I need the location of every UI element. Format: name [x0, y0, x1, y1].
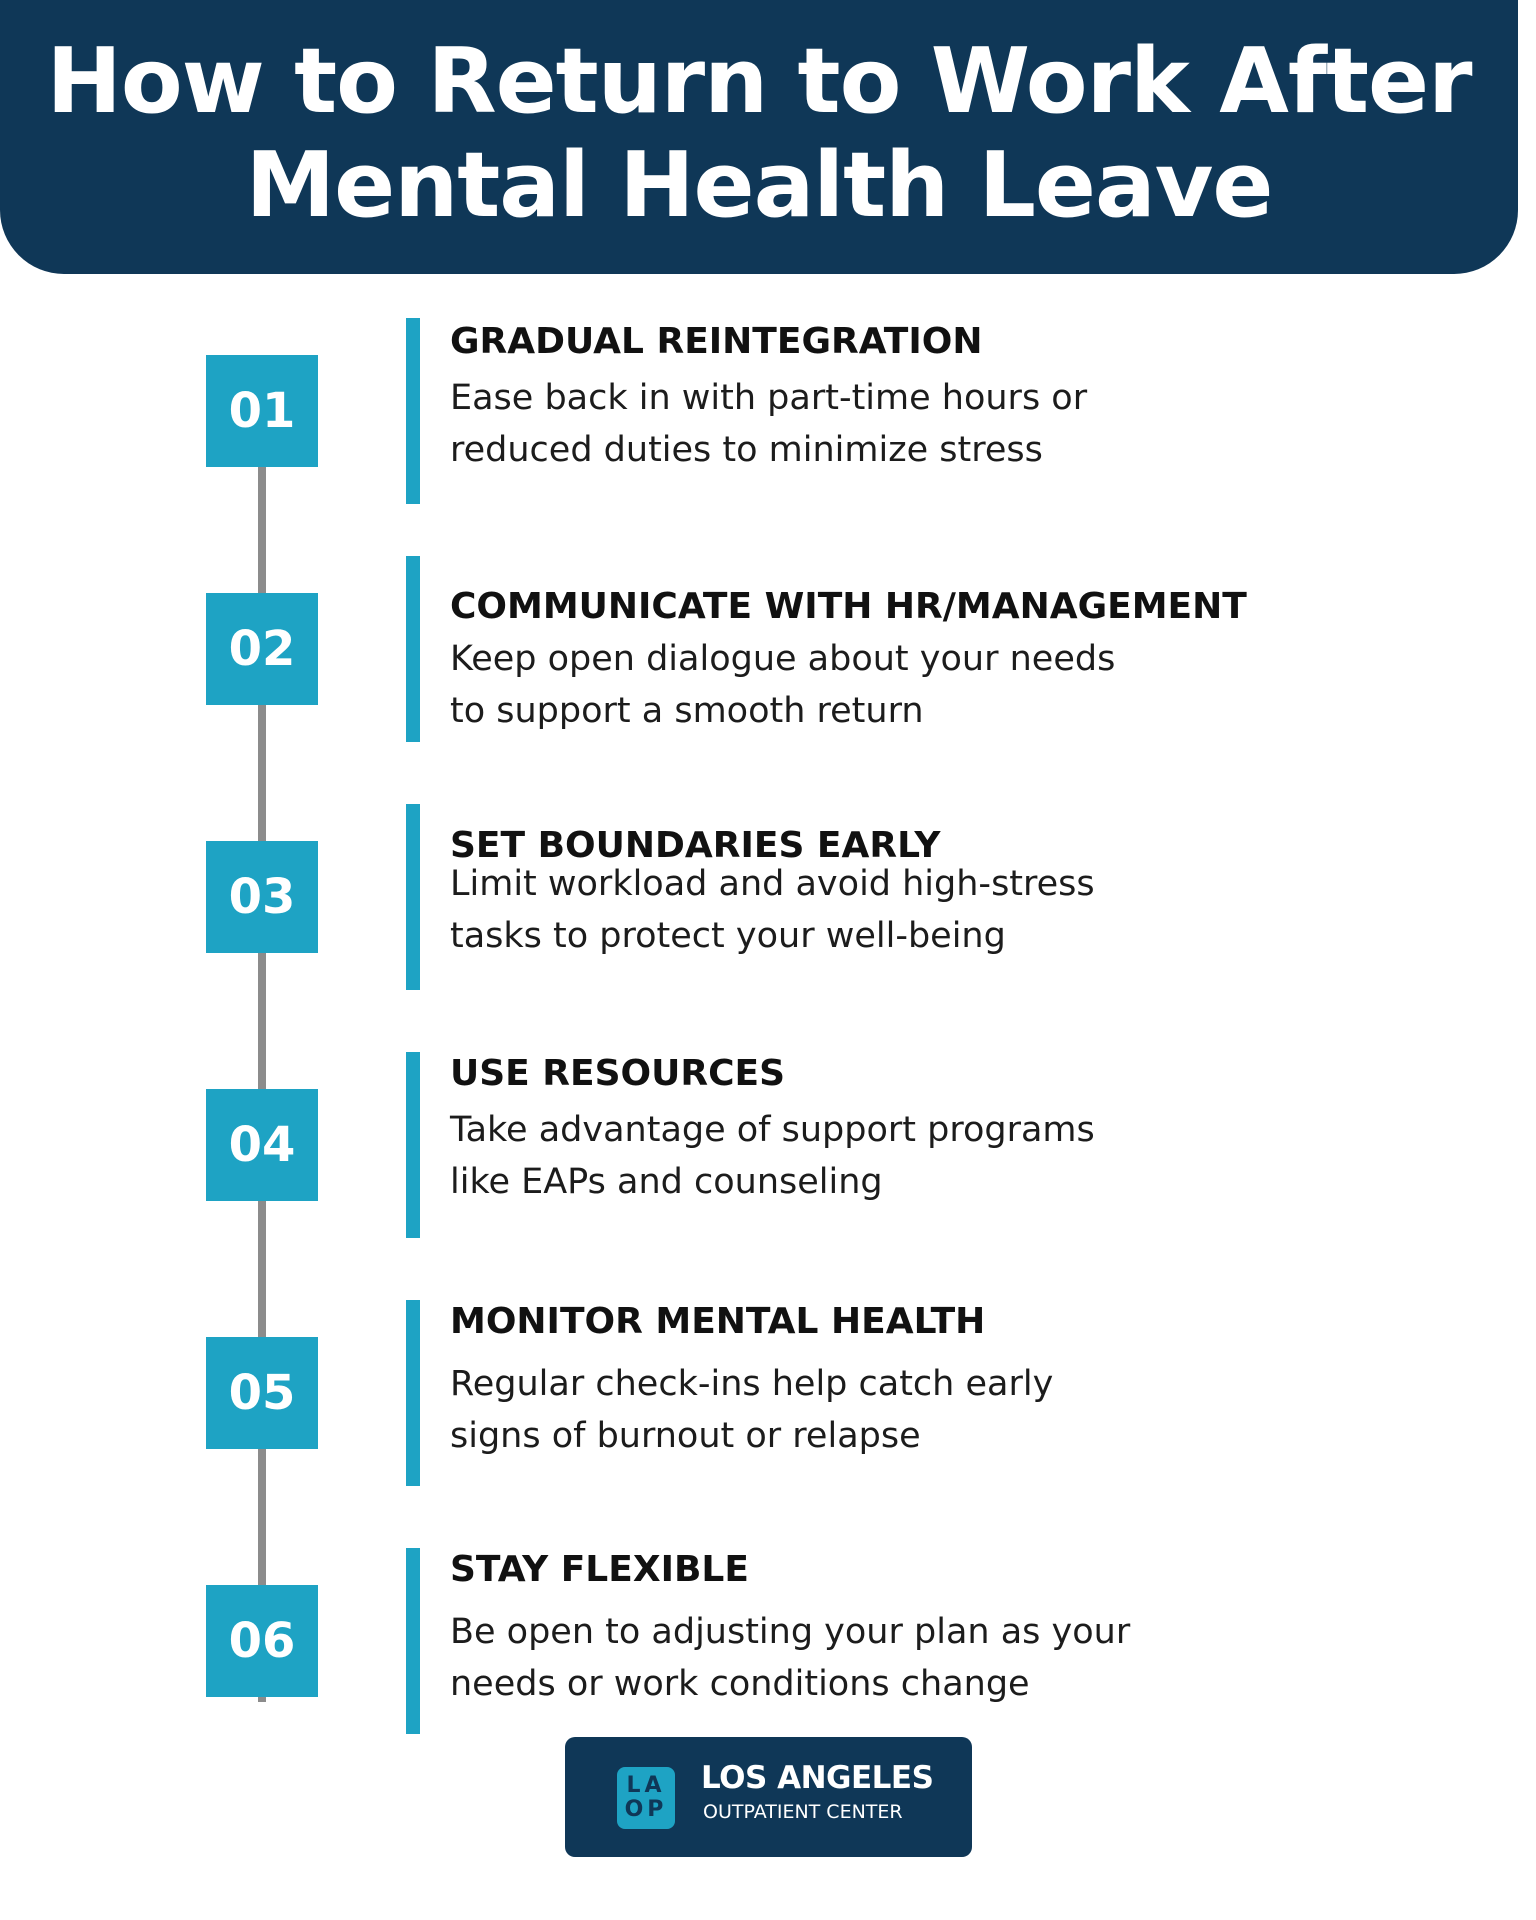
logo-mark-top: LA — [626, 1773, 666, 1798]
page-title-line-1: How to Return to Work After — [46, 29, 1472, 134]
step-number-badge: 06 — [206, 1585, 318, 1697]
step-description — [450, 858, 1310, 962]
step-number-badge: 01 — [206, 355, 318, 467]
step-accent-bar — [406, 1052, 420, 1238]
step-accent-bar — [406, 556, 420, 742]
step-description — [450, 1606, 1310, 1710]
page-title-line-2: Mental Health Leave — [245, 133, 1273, 238]
step-heading: SET BOUNDARIES EARLY — [450, 825, 941, 866]
logo-subtitle: OUTPATIENT CENTER — [703, 1801, 903, 1823]
step-accent-bar — [406, 804, 420, 990]
step-description-line: Ease back in with part-time hours or — [450, 378, 1088, 418]
step-description — [450, 633, 1310, 737]
step-description — [450, 1358, 1310, 1462]
step-description-line: like EAPs and counseling — [450, 1162, 883, 1202]
logo-name: LOS ANGELES — [701, 1760, 934, 1796]
step-description — [450, 372, 1310, 476]
step-heading: MONITOR MENTAL HEALTH — [450, 1301, 986, 1342]
step-description-line: reduced duties to minimize stress — [450, 430, 1043, 470]
step-accent-bar — [406, 318, 420, 504]
step-description-line: Be open to adjusting your plan as your — [450, 1612, 1131, 1652]
step-heading: GRADUAL REINTEGRATION — [450, 321, 983, 362]
logo-mark-bottom: OP — [624, 1797, 668, 1822]
step-heading: STAY FLEXIBLE — [450, 1549, 749, 1590]
step-description-line: Keep open dialogue about your needs — [450, 639, 1116, 679]
step-heading: COMMUNICATE WITH HR/MANAGEMENT — [450, 586, 1247, 627]
step-number-badge: 03 — [206, 841, 318, 953]
step-description-line: Limit workload and avoid high-stress — [450, 864, 1095, 904]
step-accent-bar — [406, 1300, 420, 1486]
step-description-line: to support a smooth return — [450, 691, 924, 731]
step-description — [450, 1104, 1310, 1208]
logo-mark-icon — [617, 1767, 675, 1829]
step-heading: USE RESOURCES — [450, 1053, 786, 1094]
step-description-line: Take advantage of support programs — [450, 1110, 1095, 1150]
step-number-badge: 04 — [206, 1089, 318, 1201]
brand-logo — [565, 1737, 972, 1857]
header-banner — [0, 0, 1518, 274]
step-description-line: tasks to protect your well-being — [450, 916, 1006, 956]
step-description-line: Regular check-ins help catch early — [450, 1364, 1054, 1404]
step-description-line: signs of burnout or relapse — [450, 1416, 921, 1456]
step-description-line: needs or work conditions change — [450, 1664, 1030, 1704]
step-number-badge: 05 — [206, 1337, 318, 1449]
step-number-badge: 02 — [206, 593, 318, 705]
step-accent-bar — [406, 1548, 420, 1734]
